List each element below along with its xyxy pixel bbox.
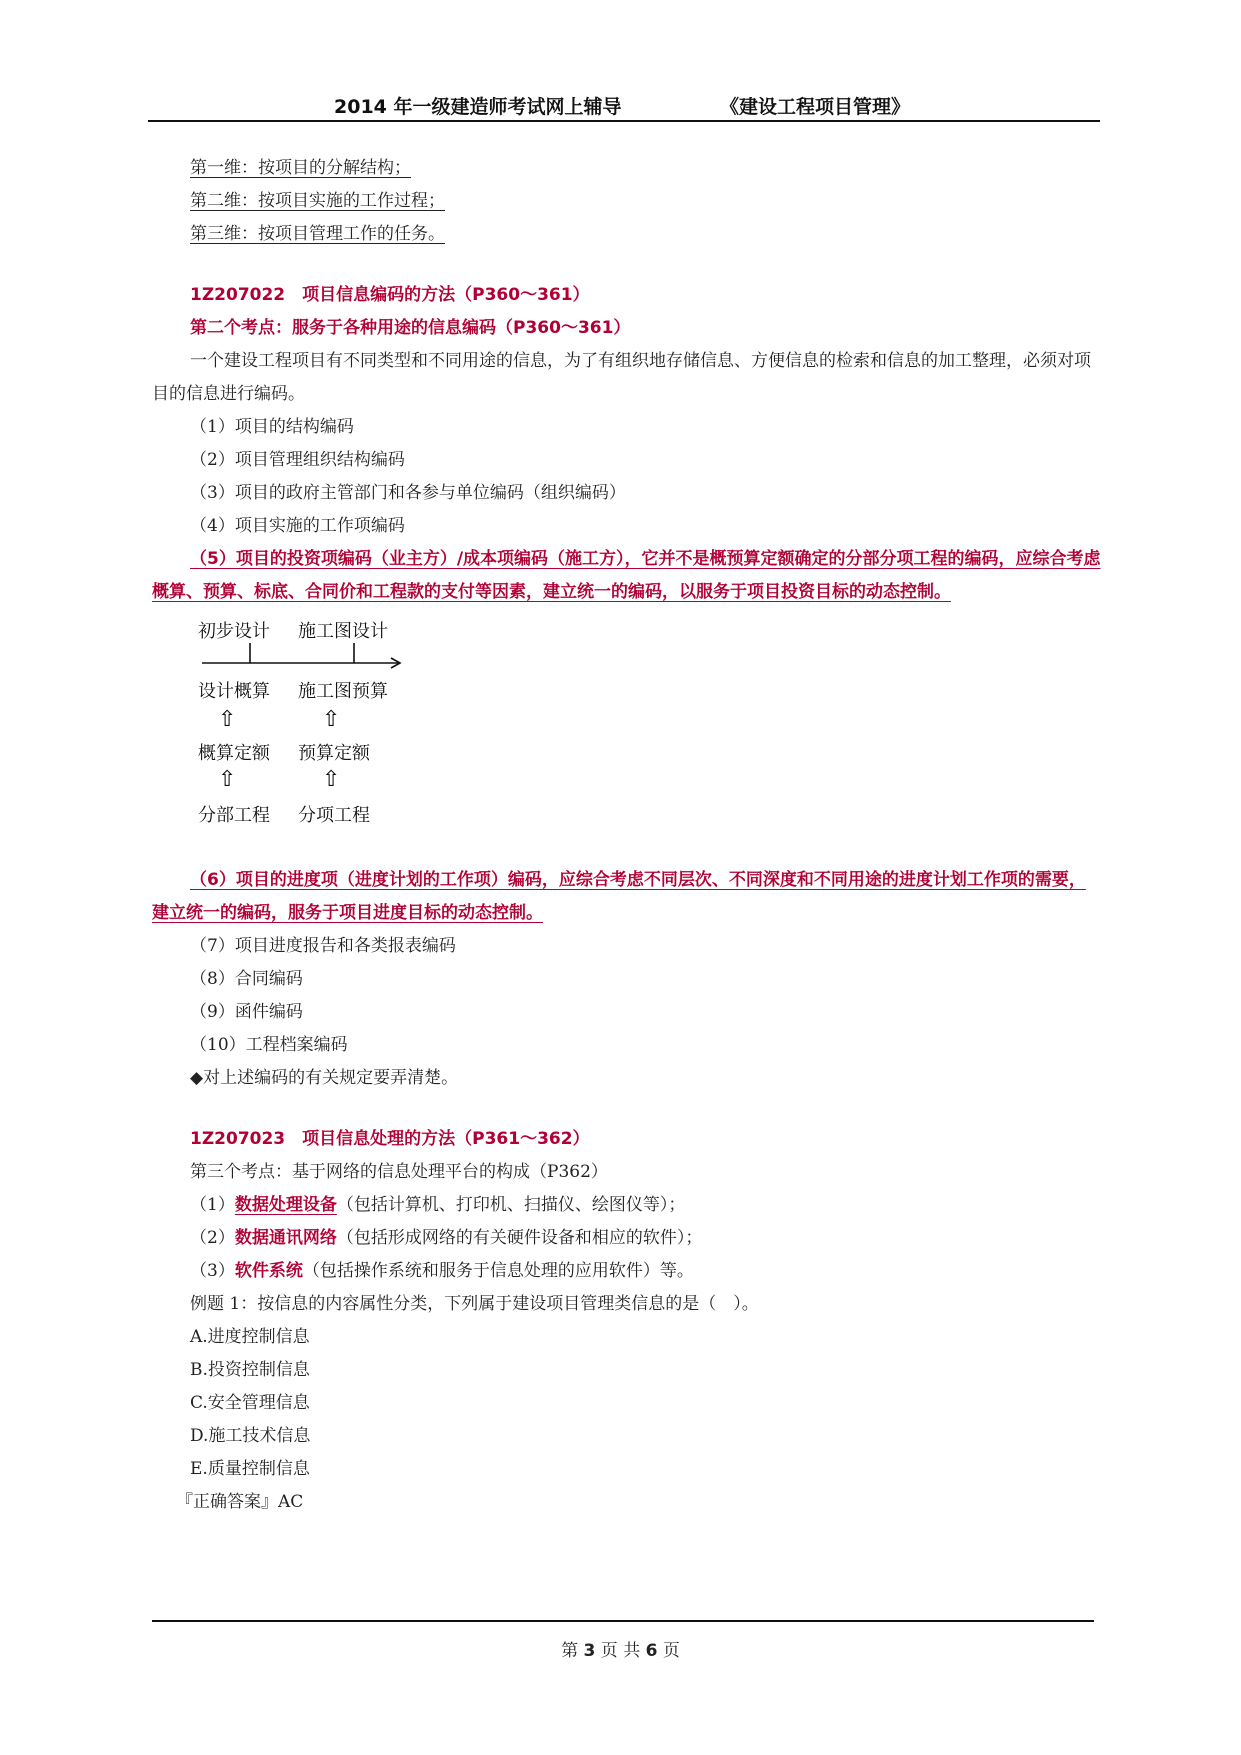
list-item: （8）合同编码 xyxy=(190,969,303,989)
dimension-3: 第三维：按项目管理工作的任务。 xyxy=(190,224,445,244)
up-arrow-icon: ⇧ xyxy=(218,767,237,792)
list-item xyxy=(152,1255,1102,1288)
spacer xyxy=(152,1095,1102,1123)
diagram-construction-drawing-design: 施工图设计 xyxy=(298,621,388,642)
section-2-point: 第三个考点：基于网络的信息处理平台的构成（P362） xyxy=(190,1162,608,1182)
header-book: 《建设工程项目管理》 xyxy=(720,96,911,118)
diagram-timeline xyxy=(198,613,408,683)
section-2-title: 1Z207023 项目信息处理的方法（P361～362） xyxy=(190,1129,590,1149)
item-number: （3） xyxy=(190,1261,235,1281)
list-item: （1）项目的结构编码 xyxy=(190,417,354,437)
dimension-1: 第一维：按项目的分解结构； xyxy=(190,158,411,178)
example-question: 例题 1：按信息的内容属性分类，下列属于建设项目管理类信息的是（ ）。 xyxy=(190,1294,759,1314)
page-content xyxy=(152,152,1102,1519)
diagram-preliminary-design: 初步设计 xyxy=(198,621,270,642)
list-item: （4）项目实施的工作项编码 xyxy=(190,516,405,536)
correct-answer: 『正确答案』AC xyxy=(176,1492,304,1512)
list-item xyxy=(152,1222,1102,1255)
page-header xyxy=(148,86,1100,122)
section-1-intro: 一个建设工程项目有不同类型和不同用途的信息，为了有组织地存储信息、方便信息的检索和信息的加工整理，必须对项目的信息进行编码。 xyxy=(152,351,1091,404)
budget-diagram xyxy=(198,613,498,858)
up-arrow-icon: ⇧ xyxy=(322,767,341,792)
option-b: B.投资控制信息 xyxy=(190,1360,310,1380)
list-item: （9）函件编码 xyxy=(190,1002,303,1022)
item-5-highlight: （5）项目的投资项编码（业主方）/成本项编码（施工方），它并不是概预算定额确定的分部分项工程的编码，应综合考虑概算、预算、标底、合同价和工程款的支付等因素，建立统一的编码，以服务于项目投资目标的动态控制。 xyxy=(152,549,1101,602)
list-item: （10）工程档案编码 xyxy=(190,1035,348,1055)
footer-post: 页 xyxy=(662,1641,680,1661)
spacer xyxy=(152,251,1102,279)
footer-page-number: 3 xyxy=(583,1641,596,1661)
item-number: （2） xyxy=(190,1228,235,1248)
diagram-drawing-budget: 施工图预算 xyxy=(298,681,388,702)
item-keyword: 数据处理设备 xyxy=(234,1195,337,1215)
item-rest: （包括计算机、打印机、扫描仪、绘图仪等）； xyxy=(336,1195,686,1215)
option-d: D.施工技术信息 xyxy=(190,1426,311,1446)
option-a: A.进度控制信息 xyxy=(190,1327,310,1347)
item-rest: （包括形成网络的有关硬件设备和相应的软件）； xyxy=(336,1228,703,1248)
list-item: （7）项目进度报告和各类报表编码 xyxy=(190,936,456,956)
header-title: 2014 年一级建造师考试网上辅导 xyxy=(334,96,622,118)
item-rest: （包括操作系统和服务于信息处理的应用软件）等。 xyxy=(302,1261,694,1281)
section-1-title: 1Z207022 项目信息编码的方法（P360～361） xyxy=(190,285,590,305)
footer-total-pages: 6 xyxy=(645,1641,658,1661)
diagram-design-estimate: 设计概算 xyxy=(198,681,270,702)
dimension-2: 第二维：按项目实施的工作过程； xyxy=(190,191,445,211)
section-1-point: 第二个考点：服务于各种用途的信息编码（P360～361） xyxy=(190,318,631,338)
diagram-subdivision-works: 分项工程 xyxy=(298,805,370,826)
footer-pre: 第 xyxy=(561,1641,579,1661)
list-item: （3）项目的政府主管部门和各参与单位编码（组织编码） xyxy=(190,483,626,503)
up-arrow-icon: ⇧ xyxy=(322,707,341,732)
item-keyword: 数据通讯网络 xyxy=(234,1228,337,1248)
item-keyword: 软件系统 xyxy=(234,1261,303,1281)
option-e: E.质量控制信息 xyxy=(190,1459,310,1479)
page-footer xyxy=(0,1636,1241,1661)
diagram-budget-quota: 预算定额 xyxy=(298,743,370,764)
up-arrow-icon: ⇧ xyxy=(218,707,237,732)
option-c: C.安全管理信息 xyxy=(190,1393,310,1413)
item-number: （1） xyxy=(190,1195,235,1215)
footer-mid: 页 共 xyxy=(600,1641,641,1661)
note-text: ◆对上述编码的有关规定要弄清楚。 xyxy=(190,1068,459,1088)
footer-divider xyxy=(152,1620,1094,1622)
item-6-highlight: （6）项目的进度项（进度计划的工作项）编码，应综合考虑不同层次、不同深度和不同用途的进度计划工作项的需要，建立统一的编码，服务于项目进度目标的动态控制。 xyxy=(152,870,1086,923)
list-item xyxy=(152,1189,1102,1222)
list-item: （2）项目管理组织结构编码 xyxy=(190,450,405,470)
diagram-division-works: 分部工程 xyxy=(198,805,270,826)
diagram-estimate-quota: 概算定额 xyxy=(198,743,270,764)
